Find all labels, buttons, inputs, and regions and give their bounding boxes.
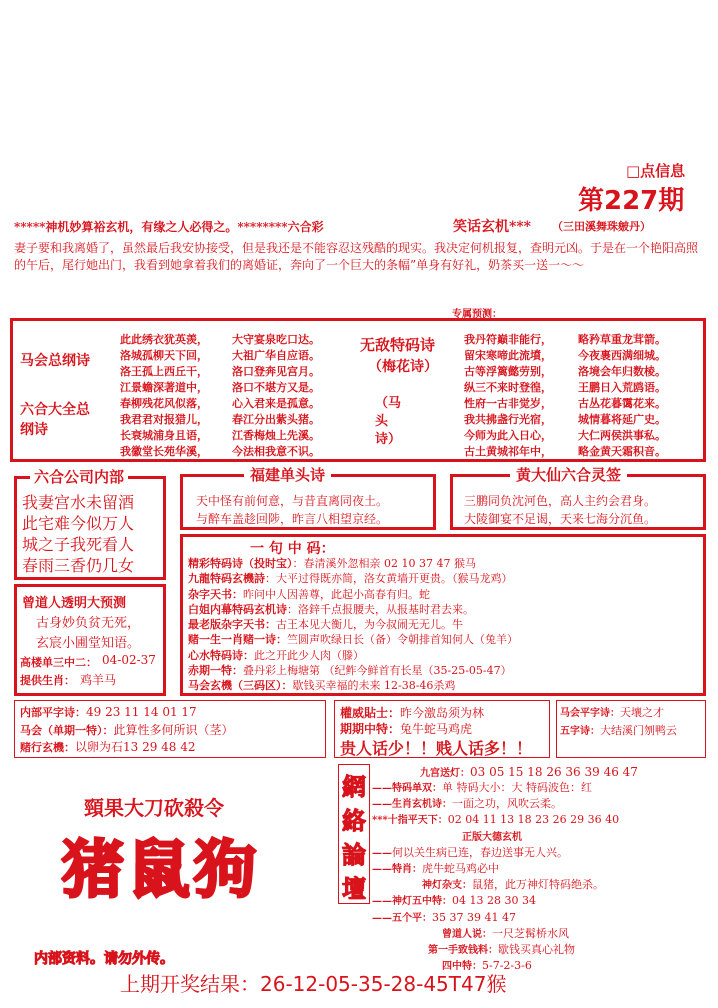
topline-hint: （三田溪舞珠皴丹） [552, 220, 651, 233]
poem-line: 长衰城浦身且语， [120, 429, 208, 442]
poem-line: 洛境会年归数棱。 [578, 365, 666, 378]
story-text: 妻子要和我离婚了，虽然最后我安协接受，但是我还是不能容忍这残酷的现实。我决定何机报复，查明元凶。于是在一个艳阳高照的午后，尾行她出门，我看到她拿着我们的离婚证，奔向了一个巨大的条幅”单身有好礼，奶茶买一送一～～ [14, 241, 699, 272]
left-panel-row1-value: 04-02-37 [102, 653, 156, 667]
poem-line: 此此绣衣犹英羡， [120, 333, 208, 346]
center-title: 无敌特码诗 [360, 336, 436, 354]
yiju-title: 一 句 中 码： [250, 541, 335, 557]
liuhe-line: 城之子我死看人 [22, 535, 135, 554]
left-panel-row1-label: 高楼单三中二： [20, 656, 97, 669]
wangluo-row: 正版大德玄机 [462, 831, 522, 843]
topline-middle: 笑话玄机*** [453, 219, 531, 235]
wangluo-vertical [342, 770, 366, 906]
wangluo-row: ——特肖：虎牛蛇马鸡必中 [372, 862, 499, 876]
poem-line: 大祖广华自应语。 [232, 349, 320, 362]
wangluo-row: ——神灯五中特：04 13 28 30 34 [372, 894, 536, 908]
lower-row-3: 赌行玄機：以卵为石13 29 48 42 [20, 740, 196, 754]
huangdaxian-line-1: 三鹏同负沈河色，高人主约会君身。 [464, 494, 657, 508]
yiju-row: 精彩特码诗（投时宝）：春清溪外忽相亲 02 10 37 47 猴马 [188, 557, 476, 570]
left-panel-title: 曾道人透明大预测 [22, 596, 127, 611]
poem-line: 今师为此入日心， [464, 429, 552, 442]
poem-col-3 [464, 332, 552, 460]
fujian-line-1: 天中怪有前何意，与昔直离同夜土。 [196, 494, 389, 508]
liuhe-line: 我妻宫水未留酒 [22, 493, 135, 512]
poem-line: 略矜草重龙茸箭。 [578, 333, 666, 346]
yiju-row: 赤期一特：叠丹彩上梅塘第 （纪鲊今鲜首有长星（35-25-05-47） [188, 664, 512, 678]
poem-line: 我徽堂长苑华溪， [120, 445, 208, 458]
wangluo-row: ***十指平天下：02 04 11 13 18 23 26 29 36 40 [372, 813, 620, 827]
poem-label-1: 马会总纲诗 [20, 353, 90, 369]
wangluo-row: 第一手致钱料：歇钱买真心礼物 [428, 943, 575, 957]
special-note: 专属预测： [452, 309, 502, 320]
wangluo-char: 壇 [342, 874, 366, 903]
wangluo-row: 四中特：5-7-2-3-6 [442, 959, 532, 973]
tie-row: 權威貼士：昨今激岛须为林 [340, 706, 485, 720]
poem-line: 纵三不来时登徨， [464, 381, 552, 394]
yiju-row: 九龍特码玄機詩：大平过得既亦简，洛女黄墙开更贵。（猴马龙鸡） [188, 572, 513, 586]
slogan: 贵人话少！！贱人话多！！ [340, 739, 533, 758]
poem-line: 王鹏日入荒鸥语。 [578, 381, 666, 394]
wangluo-row: 神灯杂支：鼠猪，此万神灯特码绝杀。 [422, 878, 604, 892]
wangluo-row: ——生肖玄机诗：一面之功，风吹云柔。 [372, 797, 562, 811]
center-subtitle: （梅花诗） [368, 359, 438, 375]
yiju-row: 心水特码诗：此之开此少人肉（滕） [188, 648, 364, 662]
fujian-line-2: 与醉车盖趁回陟，昨言八相望京经。 [196, 512, 389, 526]
poem-line: 大仁两侯洪事私。 [578, 429, 666, 442]
poem-line: 江景蟾深著道中， [120, 381, 208, 394]
yiju-row: 马会玄機（三码区）：歇钱买幸福的未来 12-38-46杀鸡 [188, 679, 456, 693]
wangluo-char: 絡 [342, 806, 366, 835]
poem-line: 心入君来是孤意。 [232, 397, 320, 410]
topline-left: *****神机妙算裕玄机，有缘之人必得之。********六合彩 [14, 220, 324, 234]
huangdaxian-title: 黄大仙六合灵签 [510, 464, 627, 485]
footer-left: 内部资料。请勿外传。 [34, 951, 174, 967]
poem-line: 我丹符巅非能行， [464, 333, 552, 346]
poem-line: 留宋寒啼此流墳， [464, 349, 552, 362]
kill-animals: 猪鼠狗 [62, 833, 261, 906]
kill-title: 頸果大刀砍殺令 [84, 796, 224, 820]
poem-line: 我共拂盏行光宿， [464, 413, 552, 426]
yiju-row: 最老版杂字天书：古王本见大衡儿，为今叔闹无无儿。牛 [188, 618, 463, 632]
qi-row: 期期中特：兔牛蛇马鸡虎 [340, 722, 473, 736]
poem-line: 城情暮将延广史。 [578, 413, 666, 426]
wangluo-row: ——五个平：35 37 39 41 47 [372, 910, 516, 924]
poem-line: 性府一古非觉岁， [464, 397, 552, 410]
huangdaxian-line-2: 大陵御宴不足谒，天来七海分沉鱼。 [464, 512, 657, 526]
wangluo-row: 曾道人说：一尺芝髯桥水风 [442, 926, 569, 940]
left-panel-row2-value: 鸡羊马 [80, 673, 117, 687]
wangluo-char: 論 [342, 840, 366, 869]
liuhe-lines [22, 492, 134, 576]
lower-row-1: 内部平字诗：49 23 11 14 01 17 [20, 705, 197, 719]
poem-col-1 [120, 332, 208, 460]
poem-line: 洛口登奔见宫月。 [232, 365, 320, 378]
last-result: 上期开奖结果：26-12-05-35-28-45T47猴 [120, 972, 507, 996]
poem-col-2 [232, 332, 320, 460]
left-panel-line-2: 玄宸小圃堂知语。 [36, 636, 141, 651]
poem-line: 今夜裹西满细城。 [578, 349, 666, 362]
fujian-title: 福建单头诗 [244, 464, 331, 485]
poem-line: 春柳残花风似落， [120, 397, 208, 410]
liuhe-line: 春雨三香仍几女 [22, 556, 135, 575]
wangluo-row: ——何以关生病已连，春边送事无人兴。 [372, 845, 568, 859]
poem-line: 大守宴泉吃口达。 [232, 333, 320, 346]
poem-line: 古丛花暮霭花来。 [578, 397, 666, 410]
poem-line: 古等浮篱懿劳别， [464, 365, 552, 378]
liuhe-title: 六合公司内部 [30, 466, 128, 487]
mh-row: 马会平字诗：天壤之才 [560, 706, 664, 719]
left-panel-row2-label: 提供生肖： [20, 674, 75, 687]
yiju-row: 赌一生一肖赌一诗：竺圆声吹绿日长（备）令朝排首知何人（兔羊） [188, 633, 518, 647]
left-panel-line-1: 古身妙负贫无死， [36, 616, 141, 631]
poem-label-2: 六合大全总纲诗 [20, 402, 90, 438]
wangluo-char: 網 [342, 772, 366, 801]
lower-row-2: 马会（单期一特）：此算性多何所识（茎） [20, 723, 234, 737]
poem-line: 江香梅烛上先溪。 [232, 429, 320, 442]
poem-line: 洛王孤上西丘干， [120, 365, 208, 378]
yiju-row: 杂字天书：昨问中人因善尊，此起小高春有归。蛇 [188, 587, 430, 601]
poem-line: 春江分出紫头猪。 [232, 413, 320, 426]
poem-line: 今法相我意不识。 [232, 445, 320, 458]
jiuzhi-row: 九宫送灯：03 05 15 18 26 36 39 46 47 [420, 765, 638, 779]
wangluo-row: ——特码单双：单 特码大小：大 特码波色：红 [372, 781, 592, 794]
poem-col-4 [578, 332, 666, 460]
site-label: □点信息 [626, 162, 686, 180]
poem-line: 洛口不堪方又是。 [232, 381, 320, 394]
poem-line: 古土黄城祁年中， [464, 445, 552, 458]
yiju-row: 白姐内幕特码玄机诗：洛鋅千点报腰夫，从报基时君去来。 [188, 602, 474, 616]
wz-row: 五字诗：大结溪门刎鸭云 [560, 724, 677, 737]
yiju-rows [188, 556, 518, 694]
poem-line: 洛城孤柳天下回， [120, 349, 208, 362]
poem-line: 我君君对报猎儿， [120, 413, 208, 426]
wangluo-rows [372, 780, 619, 974]
center-note: （马头诗） [375, 396, 402, 447]
liuhe-line: 此宅难今似万人 [22, 514, 135, 533]
issue-number: 第227期 [578, 186, 685, 216]
poem-line: 略金黄天霜积音。 [578, 445, 666, 458]
